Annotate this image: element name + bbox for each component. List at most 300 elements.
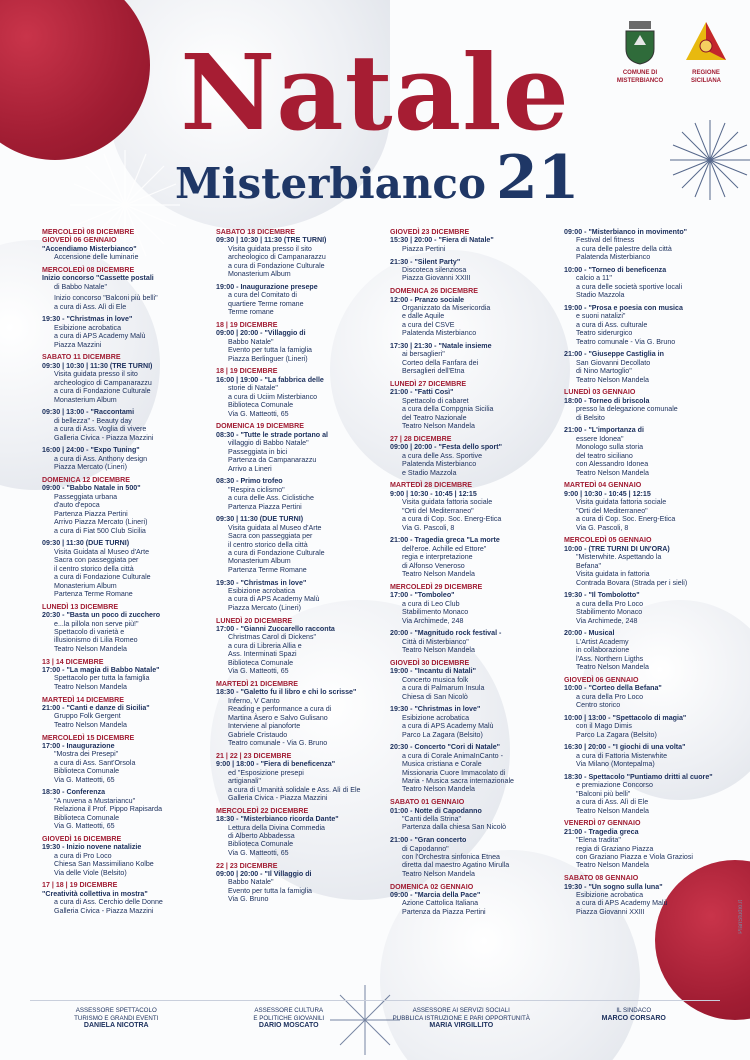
event-detail: Reading e performance a cura di [228,705,332,714]
event-time-title: 21:00 - "Giuseppe Castiglia in [564,350,664,359]
signatory-role: PUBBLICA ISTRUZIONE E PARI OPPORTUNITÀ [392,1014,530,1022]
event-time-title: 18:30 - "Misterbianco ricorda Dante" [216,815,339,824]
programme-column [564,228,732,921]
event-entry [564,228,732,262]
event-detail: Galleria Civica - Piazza Mazzini [54,433,154,442]
event-detail: presso la delegazione comunale [576,405,678,414]
event-entry [564,266,732,300]
event-entry [390,435,558,477]
event-time-title: 19:30 - "Christmas in love" [42,315,133,324]
event-detail: Stadio Mazzola [576,291,625,300]
event-detail: Via Milano (Montepalma) [576,760,655,769]
event-detail: ed "Esposizione presepi [228,768,304,777]
event-time-title: 09:30 | 11:30 (DUE TURNI) [42,539,130,548]
event-date: LUNEDÌ 03 GENNAIO [564,388,636,397]
event-detail: Martina Àsero e Salvo Gulisano [228,713,328,722]
event-detail: Teatro Nelson Mandela [402,869,475,878]
event-detail: Esibizione acrobatica [402,713,470,722]
event-detail: Partenza da Piazza Pertini [402,907,486,916]
event-detail: Piazza Mercato (Lineri) [54,463,127,472]
event-detail: Arrivo Piazza Mercato (Lineri) [54,518,148,527]
footer-signatory [375,1007,548,1030]
event-detail: a cura di Ass. Sant'Orsola [54,758,136,767]
event-time-title: 18:00 - Torneo di briscola [564,396,650,405]
signatory-name: DARIO MOSCATO [258,1022,319,1029]
event-detail: Bersaglieri dell'Etna [402,367,465,376]
event-detail: Teatro Nelson Mandela [576,375,649,384]
event-entry [216,422,384,473]
event-detail: Inizio concorso "Balconi più belli" [54,294,158,303]
programme-column [390,228,558,921]
event-detail: "Mostra dei Presepi" [54,750,119,759]
event-date: 27 | 28 DICEMBRE [390,434,452,443]
event-date: SABATO 08 GENNAIO [564,874,639,883]
event-detail: Passeggiata in bici [228,447,288,456]
event-detail: Befana" [576,561,602,570]
event-detail: di Nino Martoglio" [576,367,632,376]
event-detail: Stabilimento Monaco [402,608,469,617]
event-detail: Contrada Bovara (Strada per i sieli) [576,578,688,587]
event-entry [216,617,384,676]
event-entry [390,743,558,794]
event-time-title: 21:00 - "Gran concerto [390,836,467,845]
event-entry [564,773,732,815]
event-detail: e Stadio Mazzola [402,468,457,477]
event-time-title: 09:00 - "Babbo Natale in 500" [42,484,141,493]
event-detail: a cura delle palestre della città [576,244,672,253]
event-detail: essere Idonea" [576,434,624,443]
event-date: GIOVEDÌ 06 GENNAIO [42,236,117,245]
event-detail: Parco La Zagara (Belsito) [402,730,483,739]
event-detail: quartiere Terme romane [228,299,304,308]
event-time-title: 09:30 | 13:00 - "Raccontami [42,408,135,417]
event-time-title: "Creatività collettiva in mostra" [42,889,148,898]
event-detail: Corteo della Fanfara dei [402,358,479,367]
event-detail: con Graziano Piazza e Viola Graziosi [576,852,693,861]
event-detail: diretta dal maestro Agatino Mirulla [402,861,510,870]
event-detail: Via G. Pascoli, 8 [402,523,455,532]
event-detail: Piazza Mazzini [54,340,102,349]
event-time-title: 10:00 - (TRE TURNI DI UN'ORA) [564,544,670,553]
event-detail: di Alfonso Veneroso [402,561,465,570]
event-detail: Via G. Matteotti, 65 [228,848,289,857]
event-detail: di Capodanno" [402,844,449,853]
event-detail: del Teatro Nazionale [402,413,467,422]
event-date: MERCOLEDÌ 22 DICEMBRE [216,806,309,815]
event-time-title: 19:00 - "Incantu di Natali" [390,667,476,676]
event-entry [216,515,384,574]
event-entry [390,705,558,739]
event-detail: Musica cristiana e Corale [402,760,482,769]
event-entry [390,536,558,578]
event-entry [390,883,558,917]
event-detail: Monasterium Album [54,395,117,404]
event-detail: Sacra con passeggiata per [54,556,139,565]
event-entry [390,287,558,338]
event-entry [216,321,384,363]
event-detail: a cura di Fondazione Culturale [228,548,325,557]
event-time-title: 18:30 - Spettacolo "Puntiamo dritti al cuore" [564,772,713,781]
event-detail: Teatro Nelson Mandela [54,644,127,653]
event-detail: Palatenda Misterbianco [402,329,477,338]
event-detail: a cura di Pro Loco [54,851,112,860]
page-title: Natale [180,31,570,154]
event-detail: Discoteca silenziosa [402,266,467,274]
event-date: DOMENICA 26 DICEMBRE [390,287,479,296]
event-time-title: 19:30 - "Christmas in love" [390,705,481,714]
event-detail: Teatro Nelson Mandela [576,861,649,870]
event-detail: archeologico di Campanarazzu [228,253,326,262]
subtitle-text: Misterbianco [175,159,487,208]
event-detail: Arrivo a Lineri [228,464,272,473]
event-detail: Biblioteca Comunale [228,840,294,849]
event-time-title: 19:00 - "Prosa e poesia con musica [564,304,683,312]
event-detail: il centro storico della città [54,564,134,573]
event-entry [42,696,210,730]
event-detail: Teatro Nelson Mandela [402,422,475,431]
event-entry [390,798,558,832]
event-entry [564,388,732,422]
event-detail: di bellezza" - Beauty day [54,416,132,425]
event-detail: a cura del Comitato di [228,291,298,300]
event-detail: Stabilimento Monaco [576,608,643,617]
event-detail: Passeggiata urbana [54,492,118,501]
event-date: GIOVEDÌ 16 DICEMBRE [42,834,122,843]
event-time-title: 18:30 - "Galetto fu il libro e chi lo scrisse" [216,688,357,697]
event-detail: a cura della Pro Loco [576,692,644,701]
event-entry [42,788,210,830]
event-detail: Città di Misterbianco" [402,637,469,646]
event-time-title: 10:00 - "Corteo della Befana" [564,684,662,693]
title-subtitle [175,143,580,213]
footer-signatory [203,1007,376,1030]
event-detail: Concerto musica folk [402,675,469,684]
event-date: DOMENICA 02 GENNAIO [390,882,474,891]
signatory-name: MARIA VIRGILLITO [429,1022,494,1029]
event-time-title: 10:00 | 13:00 - "Spettacolo di magia" [564,713,687,722]
event-detail: Partenza dalla chiesa San Nicolò [402,823,507,832]
event-date: LUNEDÌ 20 DICEMBRE [216,616,293,625]
event-detail: a cura di Fondazione Culturale [54,573,151,582]
event-detail: a cura di Cop. Soc. Energ-Etica [576,515,676,524]
event-entry [390,228,558,253]
event-detail: Babbo Natale" [228,337,274,346]
event-detail: Maria - Musica sacra internazionale [402,776,514,785]
event-entry [42,476,210,535]
event-detail: Palatenda Misterbianco [402,460,477,469]
event-detail: "Canti della Strina" [402,814,462,823]
event-detail: Teatro Nelson Mandela [402,646,475,655]
event-entry [390,258,558,283]
event-entry [216,862,384,904]
event-detail: a cura di APS Academy Malù [228,595,320,604]
event-detail: e dalle Aquile [402,312,445,321]
event-time-title: 20:00 - Musical [564,629,615,638]
event-entry [564,426,732,477]
event-detail: Biblioteca Comunale [54,767,120,776]
event-entry [564,714,732,739]
event-detail: Piazza Berlinguer (Lineri) [228,354,308,363]
event-detail: Galleria Civica - Piazza Mazzini [54,906,154,915]
event-date: DOMENICA 19 DICEMBRE [216,422,305,431]
event-detail: di Babbo Natale" [54,282,107,291]
event-detail: Via delle Viole (Belsito) [54,868,127,877]
event-detail: Visita guidata in fattoria [576,570,650,579]
event-detail: a cura di Ass. Cerchio delle Donne [54,898,163,907]
event-time-title: 09:00 | 20:00 - "Villaggio di [216,329,306,338]
signatory-role: E POLITICHE GIOVANILI [253,1014,325,1022]
event-date: 17 | 18 | 19 DICEMBRE [42,881,118,890]
event-date: SABATO 18 DICEMBRE [216,228,295,236]
event-detail: Lettura della Divina Commedia [228,823,325,832]
event-detail: a cura di Cop. Soc. Energ-Etica [402,515,502,524]
event-detail: Spettacolo di varietà e [54,627,125,636]
event-detail: a cura delle società sportive locali [576,282,683,291]
event-entry [216,807,384,858]
event-detail: Via Archimede, 248 [402,616,464,625]
event-detail: "Misterwhite. Aspettando la [576,553,662,562]
event-detail: Esibizione acrobatica [54,323,122,332]
event-date: GIOVEDÌ 06 GENNAIO [564,675,639,684]
event-date: DOMENICA 12 DICEMBRE [42,475,131,484]
event-detail: Terme romane [228,308,274,317]
event-detail: Teatro Nelson Mandela [576,468,649,477]
programme-column [42,228,210,921]
event-time-title: 9:00 | 18:00 - "Fiera di beneficenza" [216,760,336,769]
event-detail: Relaziona il Prof. Pippo Rapisarda [54,805,163,814]
event-detail: Partenza Piazza Pertini [228,502,302,511]
event-detail: dell'eroe. Achille ed Ettore" [402,544,487,553]
event-detail: "Respira ciclismo" [228,485,285,494]
event-entry [42,408,210,442]
event-detail: villaggio di Babbo Natale" [228,439,309,448]
event-detail: Visita Guidata al Museo d'Arte [54,547,150,556]
event-time-title: 21:00 - "Fatti Così" [390,388,454,397]
event-detail: Via Archimede, 248 [576,616,638,625]
event-detail: Piazza Pertini [402,244,446,253]
event-time-title: 16:00 | 24:00 - "Expo Tuning" [42,446,140,455]
event-detail: Via G. Matteotti, 65 [228,409,289,418]
event-detail: Teatro Nelson Mandela [576,806,649,815]
event-detail: a cura di Umanità solidale e Ass. Alì di Ele [228,785,361,794]
event-time-title: 15:30 | 20:00 - "Fiera di Natale" [390,236,494,245]
event-detail: Teatro comunale - Via G. Bruno [576,337,676,346]
event-date: MERCOLEDÌ 29 DICEMBRE [390,582,483,591]
event-detail: Christmas Carol di Dickens" [228,633,317,642]
event-detail: Partenza Terme Romane [54,589,133,598]
event-detail: Teatro siderurgico [576,329,633,338]
signatory-role: ASSESSORE CULTURA [254,1007,324,1014]
event-time-title: 18:30 - Conferenza [42,788,106,797]
event-detail: a cura di Libreria Allia e [228,641,302,650]
programme-column [216,228,384,921]
event-detail: a cura della Pro Loco [576,599,644,608]
event-entry [42,658,210,692]
event-entry [42,353,210,404]
event-date: 13 | 14 DICEMBRE [42,657,104,666]
logo-comune: COMUNE DI MISTERBIANCO [614,18,666,85]
event-time-title: 19:30 - "Christmas in love" [216,578,307,587]
event-entry [42,228,210,262]
event-detail: a cura di Corale AnimaInCanto - [402,751,503,760]
event-detail: Partenza da Campanarazzu [228,456,317,465]
event-detail: Biblioteca Comunale [54,813,120,822]
event-detail: Sacra con passeggiata per [228,532,313,541]
event-entry [390,583,558,625]
event-detail: Visita guidata al Museo d'Arte [228,523,322,532]
event-detail: d'auto d'epoca [54,501,100,510]
event-detail: Chiesa San Massimiliano Kolbe [54,860,154,869]
event-time-title: 21:00 - Tragedia greca "La morte [390,536,500,545]
event-date: MARTEDÌ 14 DICEMBRE [42,695,124,704]
event-detail: e premiazione Concorso [576,781,653,790]
event-time-title: 20:00 - "Magnitudo rock festival - [390,629,502,638]
event-detail: Palatenda Misterbianco [576,253,651,262]
event-entry [564,874,732,916]
event-date: 22 | 23 DICEMBRE [216,861,278,870]
event-entry [216,283,384,317]
event-time-title: 17:00 - "La magia di Babbo Natale" [42,665,160,674]
event-detail: Galleria Civica - Piazza Mazzini [228,793,328,802]
event-entry [42,446,210,471]
event-detail: l'Ass. Northern Ligths [576,654,644,663]
event-entry [390,836,558,878]
event-entry [564,629,732,671]
event-detail: Piazza Mercato (Lineri) [228,603,301,612]
event-time-title: 17:00 - "Gianni Zuccarello racconta [216,624,335,633]
event-detail: Partenza Terme Romane [228,565,307,574]
event-detail: Via G. Matteotti, 65 [54,822,115,831]
event-time-title: 09:00 - "Misterbianco in movimento" [564,228,688,236]
event-detail: e...la pillola non serve più!" [54,619,139,628]
event-detail: del teatro siciliano [576,451,633,460]
event-time-title: Inizio concorso "Cassette postali [42,274,154,283]
event-detail: Monasterium Album [228,557,291,566]
event-entry [390,629,558,654]
event-entry [390,380,558,431]
event-detail: a cura delle Ass. Sportive [402,451,483,460]
event-entry [216,228,384,279]
event-detail: Missionaria Cuore Immacolato di [402,768,506,777]
event-detail: L'Artist Academy [576,637,629,646]
event-entry [216,367,384,418]
event-detail: di Belsito [576,413,605,422]
event-detail: di Alberto Abbadessa [228,831,295,840]
event-detail: Accensione delle luminarie [54,253,139,262]
event-detail: a cura di Fattoria Misterwhite [576,751,668,760]
event-detail: a cura di Ass. Alì di Ele [54,302,127,311]
event-time-title: 9:00 | 10:30 - 10:45 | 12:15 [564,489,651,498]
event-detail: Azione Cattolica Italiana [402,899,479,908]
footer-signatures [30,1000,720,1030]
event-detail: Esibizione acrobatica [576,890,644,899]
event-detail: Biblioteca Comunale [228,658,294,667]
event-entry [216,752,384,803]
event-detail: Festival del fitness [576,236,635,245]
event-detail: "Elena tradita" [576,836,621,845]
event-date: 18 | 19 DICEMBRE [216,320,278,329]
event-detail: a cura della Compgnia Sicilia [402,405,494,414]
event-detail: a cura di Fiat 500 Club Sicilia [54,526,146,535]
year-text: 21 [496,143,580,213]
event-entry [216,477,384,511]
event-detail: Organizzato da Misericordia [402,304,491,312]
event-entry [390,481,558,532]
event-detail: a cura di Uciim Misterbianco [228,392,318,401]
event-time-title: 08:30 - "Tutte le strade portano al [216,430,329,439]
event-detail: Via G. Bruno [228,895,269,904]
event-detail: a cura di Ass. Voglia di vivere [54,425,147,434]
event-entry [42,539,210,598]
event-detail: Ass. Interminati Spazi [228,650,297,659]
event-time-title: 20:30 - "Basta un poco di zucchero [42,611,161,620]
signatory-role: ASSESSORE SPETTACOLO [75,1007,157,1014]
event-detail: Parco La Zagara (Belsito) [576,730,657,739]
event-entry [564,536,732,587]
event-detail: a cura di Ass. Alì di Ele [576,798,649,807]
event-time-title: 20:30 - Concerto "Cori di Natale" [390,743,501,752]
event-entry [564,819,732,870]
event-detail: con l'Orchestra sinfonica Etnea [402,852,500,861]
event-time-title: 12:00 - Pranzo sociale [390,295,465,304]
signatory-role: ASSESSORE AI SERVIZI SOCIALI [412,1007,510,1014]
event-detail: Evento per tutta la famiglia [228,346,312,355]
event-time-title: 16:30 | 20:00 - "I giochi di una volta" [564,743,686,752]
event-time-title: 19:30 - "Il Tombolotto" [564,591,640,600]
event-entry [42,603,210,654]
event-time-title: 21:00 - "Canti e danze di Sicilia" [42,703,150,712]
event-detail: a cura di Fondazione Culturale [54,387,151,396]
event-entry [564,481,732,532]
event-detail: a cura delle Ass. Ciclistiche [228,494,314,503]
event-detail: archeologico di Campanarazzu [54,378,152,387]
event-detail: Visita guidata presso il sito [54,370,138,379]
event-detail: Biblioteca Comunale [228,401,294,410]
event-detail: ai bersaglieri" [402,350,445,359]
event-detail: Visita guidata fattoria sociale [576,498,667,507]
event-time-title: 19:30 - "Un sogno sulla luna" [564,882,663,891]
event-detail: Piazza Giovanni XXIII [576,907,645,916]
event-detail: illusionismo di Lilia Romeo [54,636,138,645]
event-entry [564,743,732,768]
event-detail: con Alessandro Idonea [576,460,649,469]
event-time-title: 10:00 - "Torneo di beneficenza [564,266,667,274]
signatory-role: IL SINDACO [616,1007,652,1014]
event-date: LUNEDÌ 13 DICEMBRE [42,602,119,611]
event-detail: e suoni natalizi" [576,312,626,321]
event-date: MERCOLEDÌ 15 DICEMBRE [42,733,135,742]
event-entry [42,835,210,877]
event-detail: Gruppo Folk Gergent [54,712,121,721]
event-detail: Piazza Giovanni XXIII [402,274,471,283]
event-time-title: 09:30 | 10:30 | 11:30 (TRE TURNI) [42,361,153,370]
event-entry [564,591,732,625]
event-entry [42,266,210,311]
event-detail: "Orti del Mediterraneo" [402,506,474,515]
event-date: GIOVEDÌ 30 DICEMBRE [390,658,470,667]
event-date: VENERDÌ 07 GENNAIO [564,819,641,828]
event-detail: artigianali" [228,777,261,786]
event-detail: con il Mago Dimis [576,722,632,731]
signatory-role: TURISMO E GRANDI EVENTI [74,1014,159,1022]
event-detail: Gabriele Cristaudo [228,730,288,739]
event-detail: a cura di APS Academy Malù [576,899,668,908]
event-entry [564,676,732,710]
event-detail: il centro storico della città [228,540,308,549]
event-time-title: 09:00 | 20:00 - "Il Villaggio di [216,869,312,878]
event-detail: a cura di Fondazione Culturale [228,261,325,270]
event-time-title: 9:00 | 10:30 - 10:45 | 12:15 [390,489,477,498]
